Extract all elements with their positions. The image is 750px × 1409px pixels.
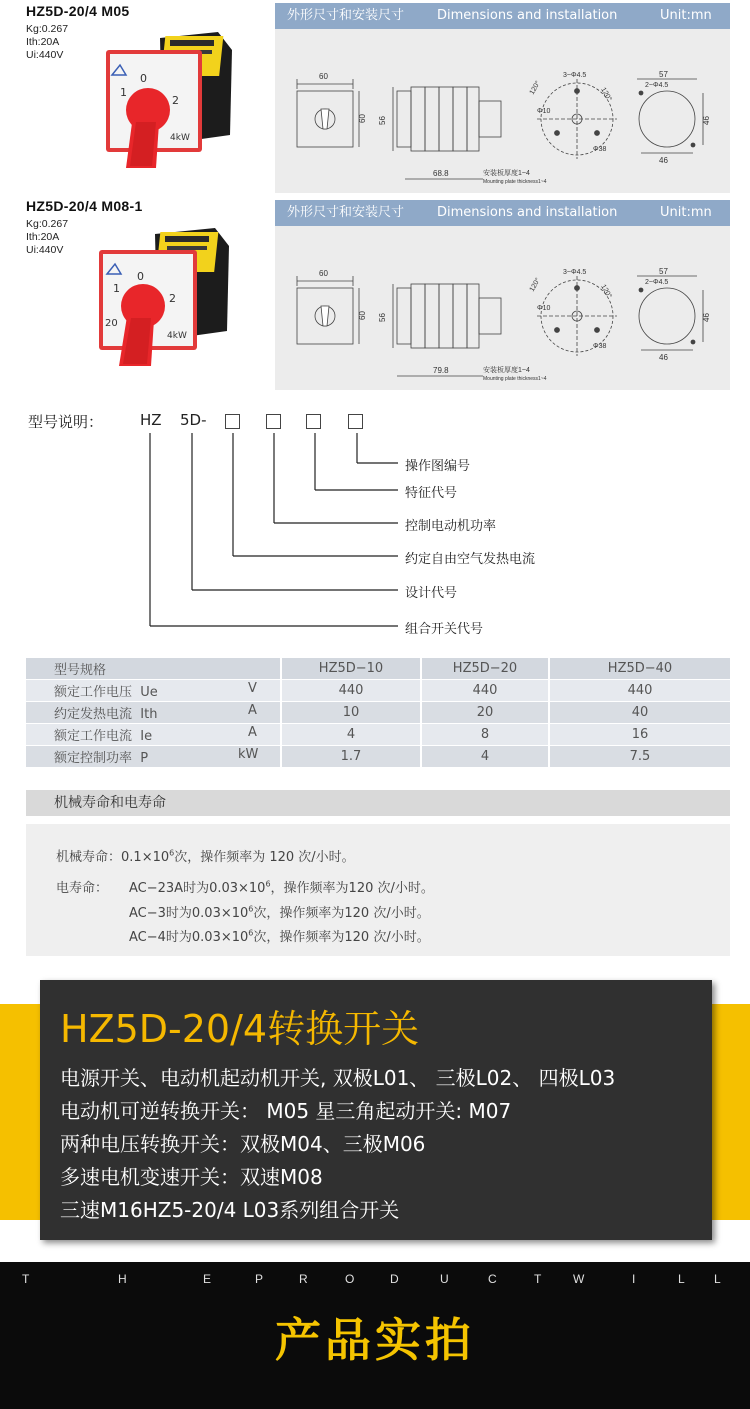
- promo-line: 电源开关、电动机起动机开关, 双极L01、 三极L02、 四极L03: [60, 1066, 616, 1090]
- row-symbol: Ue: [140, 685, 158, 700]
- row-symbol: Ith: [140, 707, 158, 722]
- dim-h46: 46: [702, 116, 711, 125]
- dim-w60: 60: [319, 72, 328, 81]
- dim-h60: 60: [358, 114, 367, 123]
- product-1-switch-photo: [100, 30, 240, 180]
- product-2-current: Ith:20A: [26, 231, 60, 243]
- row-unit: kW: [238, 747, 259, 762]
- ticker-letter: L: [714, 1272, 721, 1286]
- mechanical-life: [56, 846, 355, 865]
- dim-plate-cn: 安装板厚度1~4: [483, 367, 530, 374]
- electrical-life-line: [129, 926, 430, 945]
- dial2-1: 1: [113, 282, 120, 295]
- elec-value: AC−4时为0.03×10: [129, 930, 249, 945]
- ticker-letter: P: [255, 1272, 264, 1286]
- ticker-letter: O: [345, 1272, 355, 1286]
- table-cell: 440: [420, 680, 548, 702]
- product-1-specs: [26, 23, 68, 62]
- dim-d56: 56: [378, 313, 387, 322]
- table-row: [26, 724, 730, 746]
- dial2-kw: 4kW: [167, 331, 187, 341]
- dimension-header-cn: 外形尺寸和安装尺寸: [287, 205, 405, 220]
- product-1-weight: Kg:0.267: [26, 23, 69, 35]
- life-section-header: [26, 790, 730, 816]
- ticker-letter: U: [440, 1272, 449, 1286]
- row-symbol: Ie: [140, 729, 153, 744]
- dim-phi10: Φ10: [537, 108, 551, 115]
- dial-2: 2: [172, 94, 179, 107]
- promo-line: 电动机可逆转换开关： M05 星三角起动开关: M07: [60, 1099, 512, 1123]
- promo-title: HZ5D-20/4转换开关: [60, 1007, 420, 1051]
- dim-angle-a: 120°: [528, 79, 542, 96]
- model-code-5d: 5D-: [180, 411, 207, 429]
- dim-holes3: 3~Φ4.5: [563, 269, 587, 276]
- product-2-model: HZ5D-20/4 M08-1: [26, 198, 143, 214]
- dim-w46: 46: [659, 156, 668, 165]
- dim-angle-a: 120°: [528, 276, 542, 293]
- legend-thermal-current: 约定自由空气发热电流: [405, 552, 536, 567]
- table-row-label: [26, 746, 280, 768]
- mech-desc: 次，操作频率为 120 次/小时。: [174, 850, 355, 865]
- dim-phi10: Φ10: [537, 305, 551, 312]
- row-unit: V: [248, 681, 257, 696]
- product-1-dimension-drawing: [275, 29, 730, 193]
- dimension-header-1: [275, 3, 730, 29]
- ticker-letter: E: [203, 1272, 212, 1286]
- row-name: 额定控制功率: [54, 751, 133, 766]
- row-name: 额定工作电流: [54, 729, 133, 744]
- ticker-letter: I: [632, 1272, 636, 1286]
- table-header-cell: HZ5D−20: [420, 658, 548, 680]
- ticker-letter: D: [390, 1272, 399, 1286]
- dim-length: 79.8: [433, 366, 449, 375]
- dimension-header-unit: Unit:mn: [660, 8, 712, 23]
- product-1-model: HZ5D-20/4 M05: [26, 3, 130, 19]
- dim-phi38: Φ38: [593, 146, 607, 153]
- table-cell: 16: [548, 724, 730, 746]
- ticker-letter: T: [22, 1272, 30, 1286]
- product-2-voltage: Ui:440V: [26, 244, 64, 256]
- product-2-dimension-drawing: [275, 226, 730, 390]
- table-cell: 20: [420, 702, 548, 724]
- dim-holes2: 2~Φ4.5: [645, 82, 669, 89]
- elec-desc: 次，操作频率为120 次/小时。: [253, 930, 430, 945]
- promo-line: 三速M16HZ5-20/4 L03系列组合开关: [60, 1198, 400, 1222]
- product-1-voltage: Ui:440V: [26, 49, 64, 61]
- dial2-20: 20: [105, 318, 118, 329]
- dim-holes3: 3~Φ4.5: [563, 72, 587, 79]
- table-cell: 1.7: [280, 746, 420, 768]
- promo-panel: [40, 980, 712, 1240]
- dimension-header-en: Dimensions and installation: [437, 8, 618, 23]
- legend-operation-diagram: 操作图编号: [405, 459, 471, 474]
- table-header-row: [26, 658, 730, 680]
- model-explain-label: 型号说明：: [28, 413, 104, 431]
- dimension-header-cn: 外形尺寸和安装尺寸: [287, 8, 405, 23]
- mech-label: 机械寿命：: [56, 850, 122, 865]
- dim-w57: 57: [659, 267, 668, 276]
- product-2-dimension-panel: [275, 200, 730, 390]
- product-2-switch-photo: [95, 226, 240, 376]
- table-row: [26, 702, 730, 724]
- product-1-dimension-panel: [275, 3, 730, 193]
- table-cell: 8: [420, 724, 548, 746]
- ticker-letter: H: [118, 1272, 127, 1286]
- model-leader-lines: [0, 425, 750, 635]
- dial-1: 1: [120, 86, 127, 99]
- dim-w57: 57: [659, 70, 668, 79]
- legend-design-code: 设计代号: [405, 586, 458, 601]
- table-cell: 40: [548, 702, 730, 724]
- dimension-header-2: [275, 200, 730, 226]
- table-cell: 4: [420, 746, 548, 768]
- row-unit: A: [248, 725, 257, 740]
- table-header-cell: HZ5D−40: [548, 658, 730, 680]
- dim-length: 68.8: [433, 169, 449, 178]
- table-cell: 440: [548, 680, 730, 702]
- life-section-title: 机械寿命和电寿命: [54, 795, 166, 811]
- elec-desc: ，操作频率为120 次/小时。: [270, 881, 434, 896]
- table-row-label: [26, 702, 280, 724]
- dim-h60: 60: [358, 311, 367, 320]
- dimension-header-unit: Unit:mn: [660, 205, 712, 220]
- dim-angle-b: 120°: [599, 283, 613, 300]
- dim-h46: 46: [702, 313, 711, 322]
- mech-exp: 6: [169, 848, 175, 858]
- footer-banner: [0, 1262, 750, 1409]
- table-cell: 10: [280, 702, 420, 724]
- dim-plate-en: Mounting plate thickness1~4: [483, 179, 547, 185]
- dimension-header-en: Dimensions and installation: [437, 205, 618, 220]
- ticker-letter: R: [299, 1272, 308, 1286]
- product-2-weight: Kg:0.267: [26, 218, 69, 230]
- dim-w60: 60: [319, 269, 328, 278]
- table-row: [26, 746, 730, 768]
- elec-value: AC−23A时为0.03×10: [129, 881, 266, 896]
- table-header-cell: HZ5D−10: [280, 658, 420, 680]
- table-row: [26, 680, 730, 702]
- dim-d56: 56: [378, 116, 387, 125]
- table-row-label: [26, 724, 280, 746]
- dim-plate-en: Mounting plate thickness1~4: [483, 376, 547, 382]
- product-1-current: Ith:20A: [26, 36, 60, 48]
- row-unit: A: [248, 703, 257, 718]
- dim-phi38: Φ38: [593, 343, 607, 350]
- electrical-life-line: [129, 877, 434, 896]
- ticker-letter: W: [573, 1272, 585, 1286]
- dim-holes2: 2~Φ4.5: [645, 279, 669, 286]
- product-2-specs: [26, 218, 68, 257]
- ticker-letter: T: [534, 1272, 542, 1286]
- dim-angle-b: 120°: [599, 86, 613, 103]
- legend-switch-code: 组合开关代号: [405, 622, 484, 637]
- table-cell: 440: [280, 680, 420, 702]
- elec-exp: 6: [265, 879, 271, 889]
- elec-exp: 6: [248, 928, 254, 938]
- table-cell: 4: [280, 724, 420, 746]
- electrical-life-label: 电寿命：: [56, 881, 109, 896]
- table-row-label: [26, 680, 280, 702]
- dial-kw: 4kW: [170, 133, 190, 143]
- dial2-0: 0: [137, 270, 144, 283]
- model-code-hz: HZ: [140, 411, 162, 429]
- ticker-letter: L: [678, 1272, 685, 1286]
- electrical-life-line: [129, 902, 430, 921]
- elec-exp: 6: [248, 904, 254, 914]
- row-symbol: P: [140, 751, 149, 766]
- mech-value: 0.1×10: [121, 850, 170, 865]
- table-cell: 7.5: [548, 746, 730, 768]
- legend-motor-power: 控制电动机功率: [405, 519, 497, 534]
- dial-0: 0: [140, 72, 147, 85]
- life-section-body: [26, 824, 730, 956]
- row-name: 额定工作电压: [54, 685, 133, 700]
- row-name: 约定发热电流: [54, 707, 133, 722]
- dim-plate-cn: 安装板厚度1~4: [483, 170, 530, 177]
- footer-title: 产品实拍: [275, 1313, 475, 1367]
- ticker-letter: C: [488, 1272, 497, 1286]
- dial2-2: 2: [169, 292, 176, 305]
- elec-value: AC−3时为0.03×10: [129, 906, 249, 921]
- table-header-cell: 型号规格: [26, 658, 280, 680]
- promo-line: 多速电机变速开关：双速M08: [60, 1165, 323, 1189]
- elec-desc: 次，操作频率为120 次/小时。: [253, 906, 430, 921]
- spec-table: [26, 658, 730, 768]
- dim-w46: 46: [659, 353, 668, 362]
- promo-line: 两种电压转换开关：双极M04、三极M06: [60, 1132, 426, 1156]
- legend-feature-code: 特征代号: [405, 486, 458, 501]
